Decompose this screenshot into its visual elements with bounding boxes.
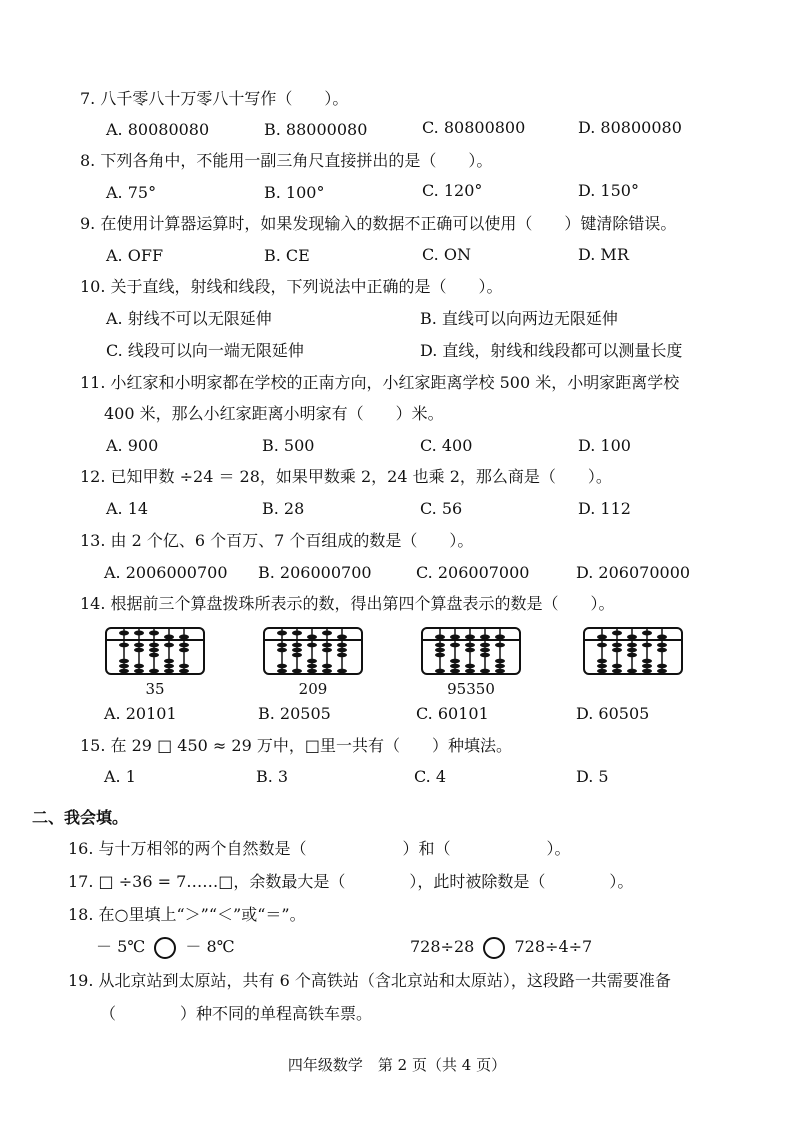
q13-option-b: B. 206000700 — [258, 563, 372, 582]
abacus-bead — [119, 664, 129, 669]
q15-option-a: A. 1 — [104, 767, 136, 786]
abacus-bead — [480, 653, 490, 658]
q13-option-a: A. 2006000700 — [104, 563, 228, 582]
q16-stem: 16. 与十万相邻的两个自然数是（ ）和（ ）。 — [68, 839, 571, 858]
abacus-bead — [149, 648, 159, 653]
q10-option-d: D. 直线，射线和线段都可以测量长度 — [420, 341, 683, 360]
abacus-1 — [104, 626, 206, 676]
q13-option-d: D. 206070000 — [576, 563, 691, 582]
q13-stem: 13. 由 2 个亿、6 个百万、7 个百组成的数是（ ）。 — [80, 531, 474, 550]
abacus-bead — [657, 635, 667, 640]
abacus-bead — [627, 653, 637, 658]
abacus-bead — [657, 664, 667, 669]
q12-option-b: B. 28 — [262, 499, 305, 518]
abacus-bead — [164, 669, 174, 674]
q10-option-a: A. 射线不可以无限延伸 — [106, 309, 272, 328]
abacus-bead — [277, 664, 287, 669]
abacus-4 — [582, 626, 684, 676]
q10-option-b: B. 直线可以向两边无限延伸 — [420, 309, 618, 328]
q11-stem-line1: 11. 小红家和小明家都在学校的正南方向，小红家距离学校 500 米，小明家距离学校 — [80, 373, 680, 392]
abacus-bead — [164, 635, 174, 640]
abacus-bead — [307, 659, 317, 664]
abacus-bead — [435, 635, 445, 640]
abacus-bead — [480, 648, 490, 653]
abacus-bead — [465, 669, 475, 674]
q11-option-a: A. 900 — [106, 436, 159, 455]
abacus-bead — [642, 664, 652, 669]
q15-option-d: D. 5 — [576, 767, 609, 786]
abacus-bead — [277, 648, 287, 653]
abacus-bead — [657, 669, 667, 674]
abacus-bead — [134, 631, 144, 636]
q12-option-d: D. 112 — [578, 499, 631, 518]
q9-option-a: A. OFF — [106, 246, 164, 265]
abacus-bead — [322, 669, 332, 674]
abacus-bead — [179, 664, 189, 669]
q13-option-c: C. 206007000 — [416, 563, 530, 582]
q9-option-c: C. ON — [422, 245, 471, 264]
q17-stem: 17. □ ÷36 = 7……□，余数最大是（ ），此时被除数是（ ）。 — [68, 872, 634, 891]
q11-option-c: C. 400 — [420, 436, 473, 455]
q19-stem-line1: 19. 从北京站到太原站，共有 6 个高铁站（含北京站和太原站），这段路一共需要准备 — [68, 971, 671, 990]
abacus-bead — [119, 643, 129, 648]
q14-option-d: D. 60505 — [576, 704, 650, 723]
q14-stem: 14. 根据前三个算盘拨珠所表示的数，得出第四个算盘表示的数是（ ）。 — [80, 594, 615, 613]
abacus-bead — [642, 631, 652, 636]
q18-right-b: 728÷4÷7 — [514, 937, 593, 956]
abacus-bead — [179, 648, 189, 653]
abacus-bead — [292, 631, 302, 636]
abacus-bead — [119, 659, 129, 664]
q9-option-b: B. CE — [264, 246, 310, 265]
abacus-2-label: 209 — [298, 680, 328, 698]
abacus-bead — [149, 631, 159, 636]
abacus-bead — [119, 631, 129, 636]
abacus-bead — [337, 669, 347, 674]
abacus-bead — [134, 664, 144, 669]
abacus-bead — [435, 653, 445, 658]
q7-stem: 7. 八千零八十万零八十写作（ ）。 — [80, 89, 349, 108]
abacus-3-label: 95350 — [447, 680, 495, 698]
abacus-bead — [450, 664, 460, 669]
q18-right-comparison — [410, 936, 592, 959]
abacus-bead — [495, 659, 505, 664]
abacus-bead — [134, 669, 144, 674]
abacus-bead — [322, 643, 332, 648]
abacus-bead — [495, 635, 505, 640]
abacus-bead — [337, 643, 347, 648]
q14-option-a: A. 20101 — [104, 704, 177, 723]
q9-option-d: D. MR — [578, 245, 629, 264]
q15-option-b: B. 3 — [256, 767, 289, 786]
abacus-bead — [612, 664, 622, 669]
abacus-bead — [465, 635, 475, 640]
abacus-bead — [480, 643, 490, 648]
abacus-bead — [642, 643, 652, 648]
abacus-bead — [627, 669, 637, 674]
q10-option-c: C. 线段可以向一端无限延伸 — [106, 341, 304, 360]
abacus-bead — [307, 635, 317, 640]
abacus-bead — [495, 643, 505, 648]
abacus-bead — [642, 669, 652, 674]
abacus-bead — [337, 635, 347, 640]
abacus-bead — [164, 659, 174, 664]
abacus-bead — [657, 643, 667, 648]
abacus-bead — [450, 659, 460, 664]
q18-right-circle[interactable] — [483, 937, 505, 959]
abacus-bead — [164, 664, 174, 669]
q12-option-c: C. 56 — [420, 499, 463, 518]
abacus-bead — [149, 653, 159, 658]
q15-option-c: C. 4 — [414, 767, 447, 786]
q7-option-b: B. 88000080 — [264, 120, 368, 139]
abacus-bead — [465, 643, 475, 648]
q7-option-c: C. 80800800 — [422, 118, 526, 137]
abacus-bead — [450, 643, 460, 648]
abacus-bead — [337, 648, 347, 653]
abacus-bead — [465, 648, 475, 653]
abacus-bead — [307, 664, 317, 669]
abacus-bead — [627, 643, 637, 648]
q11-option-b: B. 500 — [262, 436, 315, 455]
abacus-bead — [307, 643, 317, 648]
abacus-bead — [597, 659, 607, 664]
abacus-bead — [134, 648, 144, 653]
q7-option-d: D. 80800080 — [578, 118, 682, 137]
abacus-bead — [322, 648, 332, 653]
abacus-bead — [179, 669, 189, 674]
abacus-bead — [292, 653, 302, 658]
abacus-3 — [420, 626, 522, 676]
abacus-bead — [307, 669, 317, 674]
abacus-1-label: 35 — [145, 680, 165, 698]
q8-option-d: D. 150° — [578, 181, 639, 200]
abacus-bead — [612, 631, 622, 636]
abacus-bead — [612, 648, 622, 653]
abacus-bead — [480, 669, 490, 674]
abacus-bead — [322, 631, 332, 636]
abacus-bead — [292, 669, 302, 674]
q11-stem-line2: 400 米，那么小红家距离小明家有（ ）米。 — [104, 404, 444, 423]
abacus-bead — [597, 635, 607, 640]
abacus-bead — [480, 635, 490, 640]
abacus-bead — [612, 669, 622, 674]
q8-option-b: B. 100° — [264, 183, 325, 202]
abacus-bead — [657, 648, 667, 653]
abacus-bead — [337, 653, 347, 658]
abacus-bead — [277, 631, 287, 636]
q9-stem: 9. 在使用计算器运算时，如果发现输入的数据不正确可以使用（ ）键清除错误。 — [80, 214, 677, 233]
q11-option-d: D. 100 — [578, 436, 631, 455]
q18-right-a: 728÷28 — [410, 937, 475, 956]
abacus-bead — [435, 648, 445, 653]
q18-left-comparison — [96, 936, 235, 959]
q8-option-c: C. 120° — [422, 181, 483, 200]
abacus-bead — [277, 669, 287, 674]
abacus-bead — [627, 648, 637, 653]
abacus-bead — [119, 669, 129, 674]
abacus-bead — [465, 664, 475, 669]
abacus-2 — [262, 626, 364, 676]
abacus-bead — [134, 643, 144, 648]
page-footer: 四年级数学 第 2 页（共 4 页） — [287, 1056, 507, 1074]
abacus-bead — [612, 643, 622, 648]
section-2-title: 二、我会填。 — [32, 808, 129, 827]
abacus-bead — [149, 643, 159, 648]
abacus-bead — [164, 643, 174, 648]
q18-left-b: － 8℃ — [185, 937, 235, 956]
q18-left-a: － 5℃ — [96, 937, 146, 956]
q12-stem: 12. 已知甲数 ÷24 ＝ 28，如果甲数乘 2，24 也乘 2，那么商是（ ）。 — [80, 467, 612, 486]
abacus-bead — [277, 643, 287, 648]
q7-option-a: A. 80080080 — [106, 120, 210, 139]
abacus-bead — [597, 669, 607, 674]
q15-stem: 15. 在 29 □ 450 ≈ 29 万中，□里一共有（ ）种填法。 — [80, 736, 512, 755]
abacus-bead — [435, 669, 445, 674]
abacus-bead — [495, 664, 505, 669]
q8-stem: 8. 下列各角中，不能用一副三角尺直接拼出的是（ ）。 — [80, 151, 493, 170]
q19-stem-line2: （ ）种不同的单程高铁车票。 — [100, 1004, 373, 1023]
abacus-bead — [179, 643, 189, 648]
abacus-bead — [149, 669, 159, 674]
abacus-bead — [179, 635, 189, 640]
abacus-bead — [627, 635, 637, 640]
q10-stem: 10. 关于直线，射线和线段，下列说法中正确的是（ ）。 — [80, 277, 503, 296]
abacus-bead — [292, 643, 302, 648]
q14-option-c: C. 60101 — [416, 704, 489, 723]
abacus-bead — [597, 664, 607, 669]
abacus-bead — [597, 643, 607, 648]
q18-stem: 18. 在○里填上“＞”“＜”或“＝”。 — [68, 905, 306, 924]
abacus-bead — [292, 648, 302, 653]
q14-option-b: B. 20505 — [258, 704, 331, 723]
abacus-bead — [450, 669, 460, 674]
abacus-bead — [435, 643, 445, 648]
abacus-bead — [450, 635, 460, 640]
q8-option-a: A. 75° — [106, 183, 157, 202]
q12-option-a: A. 14 — [106, 499, 149, 518]
abacus-bead — [495, 669, 505, 674]
abacus-bead — [322, 664, 332, 669]
q18-left-circle[interactable] — [154, 937, 176, 959]
abacus-bead — [642, 659, 652, 664]
